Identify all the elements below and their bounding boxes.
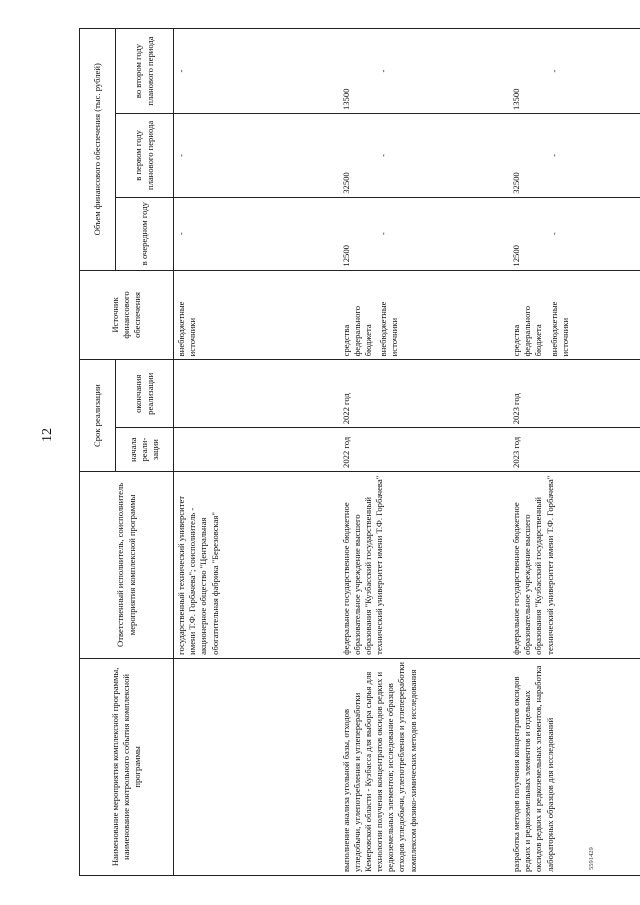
cell-start: 2022 год: [339, 428, 510, 472]
program-table: [79, 28, 640, 876]
page-number: 12: [40, 428, 55, 442]
table-row: [509, 29, 547, 876]
cell-vol-first: -: [174, 114, 339, 198]
cell-source: средства федерального бюджета: [509, 270, 547, 360]
cell-vol-second: -: [174, 29, 339, 114]
header-term: Срок реализации: [80, 360, 116, 472]
cell-vol-current: 12500: [509, 197, 547, 270]
cell-vol-second: -: [376, 29, 509, 114]
document-id: 5591429: [588, 847, 595, 870]
header-volume: Объем финансового обеспечения (тыс. рублей): [80, 29, 116, 271]
cell-executor: федеральное государственное бюджетное образовательное учреждение высшего образования "Кузбасский государственный технический университет имени Т.Ф. Горбачева": [509, 471, 640, 658]
cell-start: [174, 428, 339, 472]
cell-start: 2023 год: [509, 428, 640, 472]
cell-source: внебюджетные источники: [547, 270, 640, 360]
cell-end: 2023 год: [509, 360, 640, 428]
cell-source: внебюджетные источники: [174, 270, 339, 360]
header-executor: Ответственный исполнитель, соисполнитель мероприятия комплексной программы: [80, 471, 174, 658]
cell-vol-second: 13500: [339, 29, 377, 114]
cell-end: 2022 год: [339, 360, 510, 428]
cell-name: выполнение анализа угольной базы, отходов угледобычи, углепотребления и углепереработки Кемеровской области - Кузбасса для выбора сырья для технологии получения концентратов оксидов редких и редкоземельных элементов; исследование образцов отходов угледобычи, углепотребления и углепереработки комплексом физико-химических методов исследования: [339, 658, 510, 875]
cell-vol-first: -: [376, 114, 509, 198]
cell-vol-second: 13500: [509, 29, 547, 114]
cell-vol-current: -: [376, 197, 509, 270]
cell-vol-first: -: [547, 114, 640, 198]
table-row: [339, 29, 377, 876]
rotated-table-container: [79, 28, 639, 876]
cell-vol-first: 32500: [339, 114, 377, 198]
cell-source: внебюджетные источники: [376, 270, 509, 360]
header-vol-second: во втором году планового периода: [116, 29, 174, 114]
cell-name: [174, 658, 339, 875]
header-vol-current: в очередном году: [116, 197, 174, 270]
cell-vol-current: -: [174, 197, 339, 270]
header-name: Наименование мероприятия комплексной программы, наименование контрольного события комплексной программы: [80, 658, 174, 875]
cell-vol-first: 32500: [509, 114, 547, 198]
header-term-end: окончания реализации: [116, 360, 174, 428]
cell-executor: федеральное государственное бюджетное образовательное учреждение высшего образования "Кузбасский государственный технический университет имени Т.Ф. Горбачева": [339, 471, 510, 658]
cell-vol-current: -: [547, 197, 640, 270]
header-term-start: начала реали-зации: [116, 428, 174, 472]
cell-vol-current: 12500: [339, 197, 377, 270]
cell-end: [174, 360, 339, 428]
cell-executor: государственный технический университет имени Т.Ф. Горбачева"; соисполнитель - акционерное общество "Центральная обогатительная фабрика "Березовская": [174, 471, 339, 658]
table-row: [174, 29, 339, 876]
cell-vol-second: -: [547, 29, 640, 114]
cell-source: средства федерального бюджета: [339, 270, 377, 360]
cell-name: разработка методов получения концентратов оксидов редких и редкоземельных элементов и отдельных оксидов редких и редкоземельных элементов, наработка лабораторных образцов для исследований: [509, 658, 640, 875]
header-sources: Источник финансового обеспечения: [80, 270, 174, 360]
header-vol-first: в первом году планового периода: [116, 114, 174, 198]
